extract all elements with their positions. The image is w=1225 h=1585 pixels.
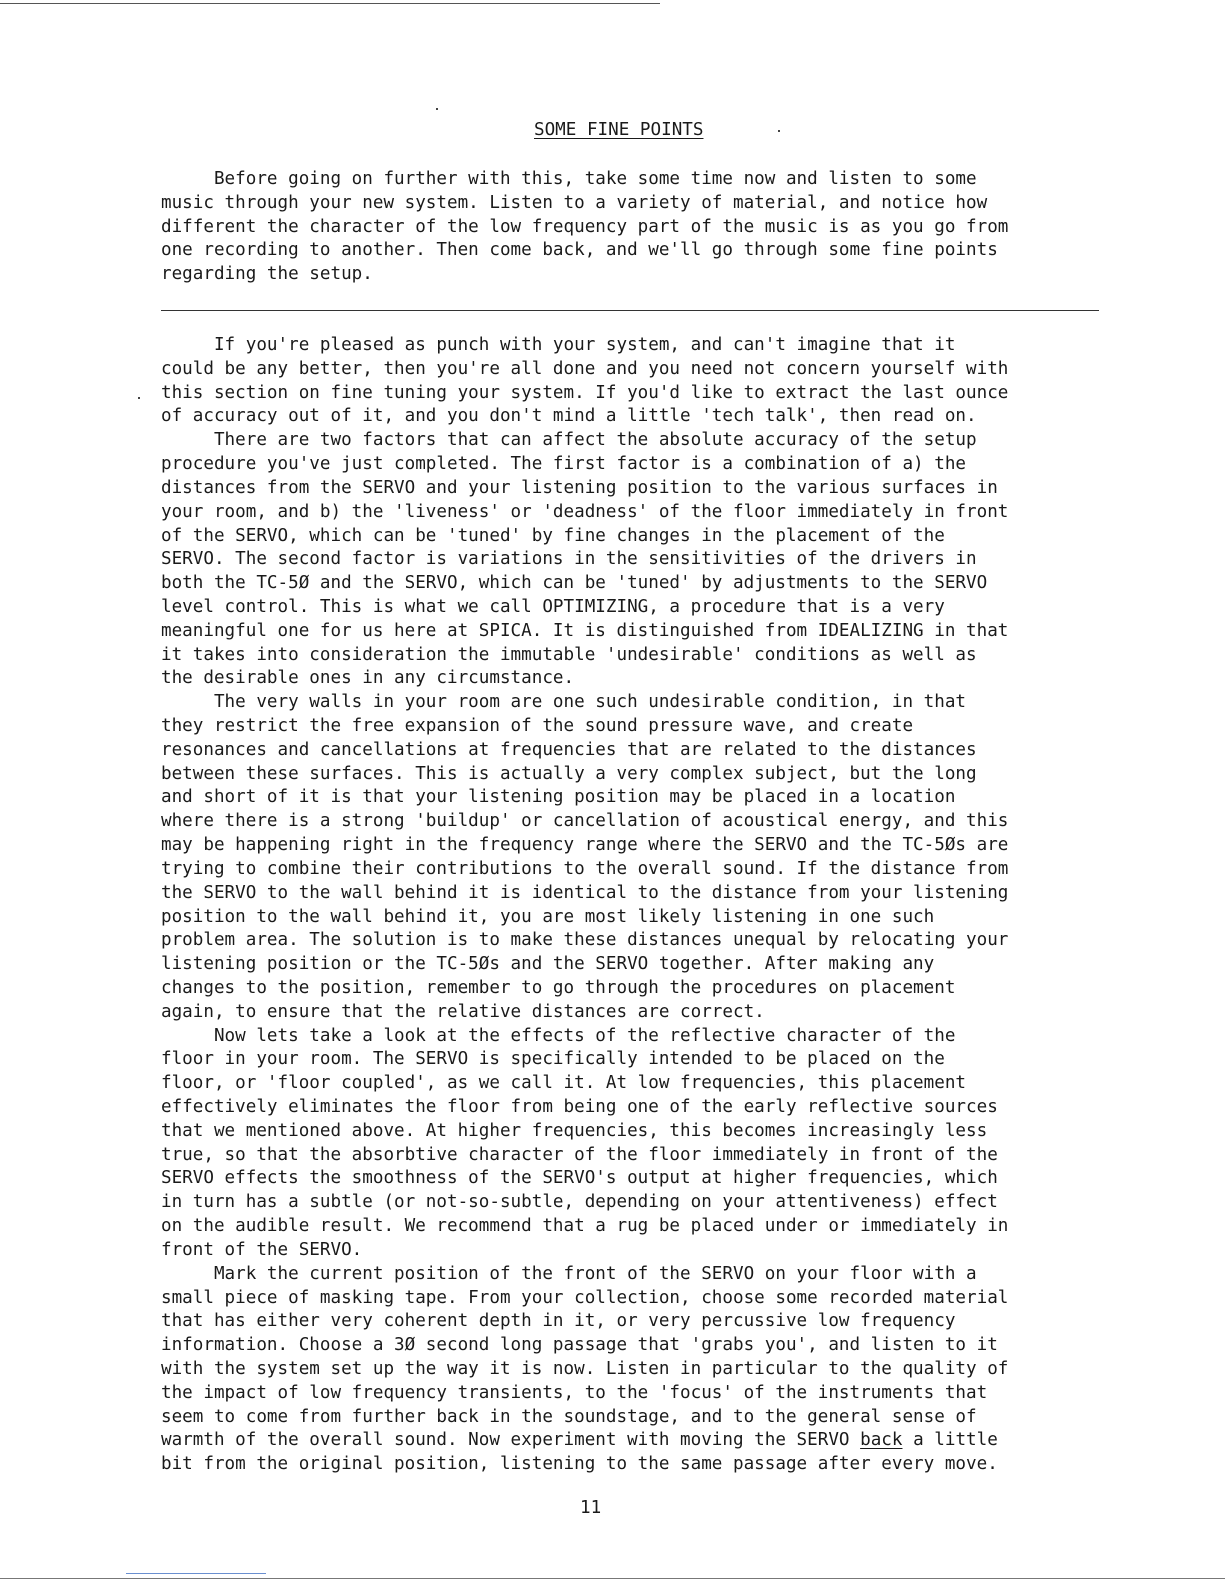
text-line: [161, 810, 1008, 834]
scan-speck: [138, 397, 140, 399]
text-line: [161, 1429, 1008, 1453]
text-line-content: that has either very coherent depth in it, or very percussive low frequency: [161, 1311, 956, 1332]
text-line: [161, 667, 1008, 691]
text-line-content: position to the wall behind it, you are most likely listening in one such: [161, 906, 935, 927]
text-line-content: with the system set up the way it is now. Listen in particular to the quality of: [161, 1358, 1009, 1379]
text-line-content: could be any better, then you're all done and you need not concern yourself with: [161, 358, 1009, 379]
scan-edge-mark: [126, 1573, 266, 1574]
text-line-content: listening position or the TC-5Øs and the SERVO together. After making any: [161, 954, 935, 975]
text-line: [161, 1215, 1008, 1239]
text-line: [161, 715, 1008, 739]
text-line-content: If you're pleased as punch with your system, and can't imagine that it: [161, 335, 956, 355]
text-line: [161, 644, 1008, 668]
text-line: [161, 906, 1008, 930]
text-line-content: your room, and b) the 'liveness' or 'deadness' of the floor immediately in front: [161, 501, 1009, 522]
text-line-content: distances from the SERVO and your listening position to the various surfaces in: [161, 477, 998, 498]
text-line: [161, 358, 1008, 382]
text-line-content: floor, or 'floor coupled', as we call it. At low frequencies, this placement: [161, 1073, 967, 1094]
text-line: [161, 763, 1008, 787]
text-line: [161, 620, 1008, 644]
text-line-content: of the SERVO, which can be 'tuned' by fine changes in the placement of the: [161, 525, 945, 546]
text-line: [161, 548, 1008, 572]
text-line: [161, 1167, 1008, 1191]
text-line: [161, 405, 1008, 429]
text-line: [161, 334, 1008, 358]
text-line: [161, 691, 1008, 715]
text-line: [161, 382, 1008, 406]
text-line-content: procedure you've just completed. The first factor is a combination of a) the: [161, 454, 967, 475]
text-line: [161, 1310, 1008, 1334]
text-line-content: it takes into consideration the immutable 'undesirable' conditions as well as: [161, 644, 977, 665]
scan-edge-bottom: [0, 1578, 1225, 1579]
text-line: [161, 1144, 1008, 1168]
text-line: [161, 1120, 1008, 1144]
text-line-content: this section on fine tuning your system. If you'd like to extract the last ounce: [161, 382, 1009, 403]
text-line: [161, 739, 1008, 763]
text-line: regarding the setup.: [161, 264, 373, 285]
text-line: [161, 453, 1008, 477]
text-line-content: SERVO. The second factor is variations in the sensitivities of the drivers in: [161, 549, 977, 570]
text-line-content: level control. This is what we call OPTIMIZING, a procedure that is a very: [161, 596, 945, 617]
text-line-content: trying to combine their contributions to the overall sound. If the distance from: [161, 858, 1009, 879]
text-line-content: effectively eliminates the floor from being one of the early reflective sources: [161, 1097, 998, 1117]
intro-paragraph: [161, 168, 1008, 287]
page-title: SOME FINE POINTS: [534, 120, 704, 140]
text-line: [161, 858, 1008, 882]
text-line-content: information. Choose a 3Ø second long passage that 'grabs you', and listen to it: [161, 1335, 998, 1356]
text-line: [161, 1334, 1008, 1358]
text-line-content: changes to the position, remember to go through the procedures on placement: [161, 977, 956, 998]
text-line: [161, 786, 1008, 810]
text-line-content: There are two factors that can affect the absolute accuracy of the setup: [161, 430, 977, 451]
text-line-content: The very walls in your room are one such undesirable condition, in that: [161, 692, 967, 713]
text-line: [161, 525, 1008, 549]
text-line: [161, 1096, 1008, 1120]
text-line-tail: a little: [902, 1430, 998, 1451]
underlined-word: back: [860, 1430, 903, 1451]
text-line: one recording to another. Then come back, and we'll go through some fine points: [161, 240, 998, 261]
text-line: [161, 1072, 1008, 1096]
text-line-content: of accuracy out of it, and you don't mind a little 'tech talk', then read on.: [161, 406, 977, 427]
text-line-content: and short of it is that your listening position may be placed in a location: [161, 787, 956, 808]
text-line-content: between these surfaces. This is actually a very complex subject, but the long: [161, 763, 977, 784]
text-line-content: both the TC-5Ø and the SERVO, which can be 'tuned' by adjustments to the SERVO: [161, 573, 988, 594]
text-line-content: SERVO effects the smoothness of the SERVO's output at higher frequencies, which: [161, 1168, 998, 1189]
scan-speck: [436, 108, 438, 110]
text-line-content: where there is a strong 'buildup' or cancellation of acoustical energy, and this: [161, 811, 1009, 832]
text-line-content: in turn has a subtle (or not-so-subtle, depending on your attentiveness) effect: [161, 1192, 998, 1213]
text-line-content: that we mentioned above. At higher frequencies, this becomes increasingly less: [161, 1120, 988, 1141]
text-line: [161, 1358, 1008, 1382]
text-line-content: the desirable ones in any circumstance.: [161, 668, 575, 689]
text-line-content: seem to come from further back in the soundstage, and to the general sense of: [161, 1406, 977, 1427]
body-text: [161, 334, 1008, 1477]
text-line: [161, 1406, 1008, 1430]
text-line-content: problem area. The solution is to make these distances unequal by relocating your: [161, 930, 1009, 951]
scan-edge-top: [0, 3, 660, 4]
text-line-content: they restrict the free expansion of the sound pressure wave, and create: [161, 716, 914, 736]
scan-speck: [778, 130, 780, 132]
text-line-content: may be happening right in the frequency range where the SERVO and the TC-5Øs are: [161, 835, 1009, 856]
text-line: [161, 596, 1008, 620]
text-line: [161, 501, 1008, 525]
text-line: Before going on further with this, take some time now and listen to some: [161, 169, 977, 189]
page-number: 11: [580, 1498, 602, 1518]
text-line-content: Mark the current position of the front of the SERVO on your floor with a: [161, 1263, 977, 1284]
text-line-content: again, to ensure that the relative distances are correct.: [161, 1001, 765, 1022]
text-line-content: the SERVO to the wall behind it is identical to the distance from your listening: [161, 882, 1009, 903]
text-line-content: floor in your room. The SERVO is specifically intended to be placed on the: [161, 1049, 945, 1070]
text-line-content: on the audible result. We recommend that a rug be placed under or immediately in: [161, 1216, 1009, 1237]
text-line: [161, 477, 1008, 501]
text-line: [161, 1001, 1008, 1025]
text-line-content: meaningful one for us here at SPICA. It is distinguished from IDEALIZING in that: [161, 620, 1009, 641]
text-line: [161, 929, 1008, 953]
text-line-content: front of the SERVO.: [161, 1239, 363, 1260]
text-line: [161, 1025, 1008, 1049]
text-line: different the character of the low frequency part of the music is as you go from: [161, 216, 1009, 237]
text-line: [161, 834, 1008, 858]
text-line-content: the impact of low frequency transients, to the 'focus' of the instruments that: [161, 1382, 988, 1403]
text-line: music through your new system. Listen to a variety of material, and notice how: [161, 192, 988, 213]
text-line: [161, 1239, 1008, 1263]
text-line: [161, 1191, 1008, 1215]
text-line-content: resonances and cancellations at frequencies that are related to the distances: [161, 739, 977, 760]
text-line: bit from the original position, listening to the same passage after every move.: [161, 1454, 998, 1475]
text-line: [161, 1263, 1008, 1287]
text-line: [161, 882, 1008, 906]
text-line-content: Now lets take a look at the effects of the reflective character of the: [161, 1025, 956, 1046]
text-line: [161, 953, 1008, 977]
text-line: [161, 572, 1008, 596]
text-line: [161, 1287, 1008, 1311]
text-line-content: warmth of the overall sound. Now experiment with moving the SERVO: [161, 1430, 861, 1451]
text-line-content: true, so that the absorbtive character of the floor immediately in front of the: [161, 1144, 998, 1165]
text-line-content: small piece of masking tape. From your collection, choose some recorded material: [161, 1287, 1009, 1308]
text-line: [161, 429, 1008, 453]
text-line: [161, 1048, 1008, 1072]
text-line: [161, 1382, 1008, 1406]
horizontal-rule: [161, 310, 1099, 311]
text-line: [161, 977, 1008, 1001]
